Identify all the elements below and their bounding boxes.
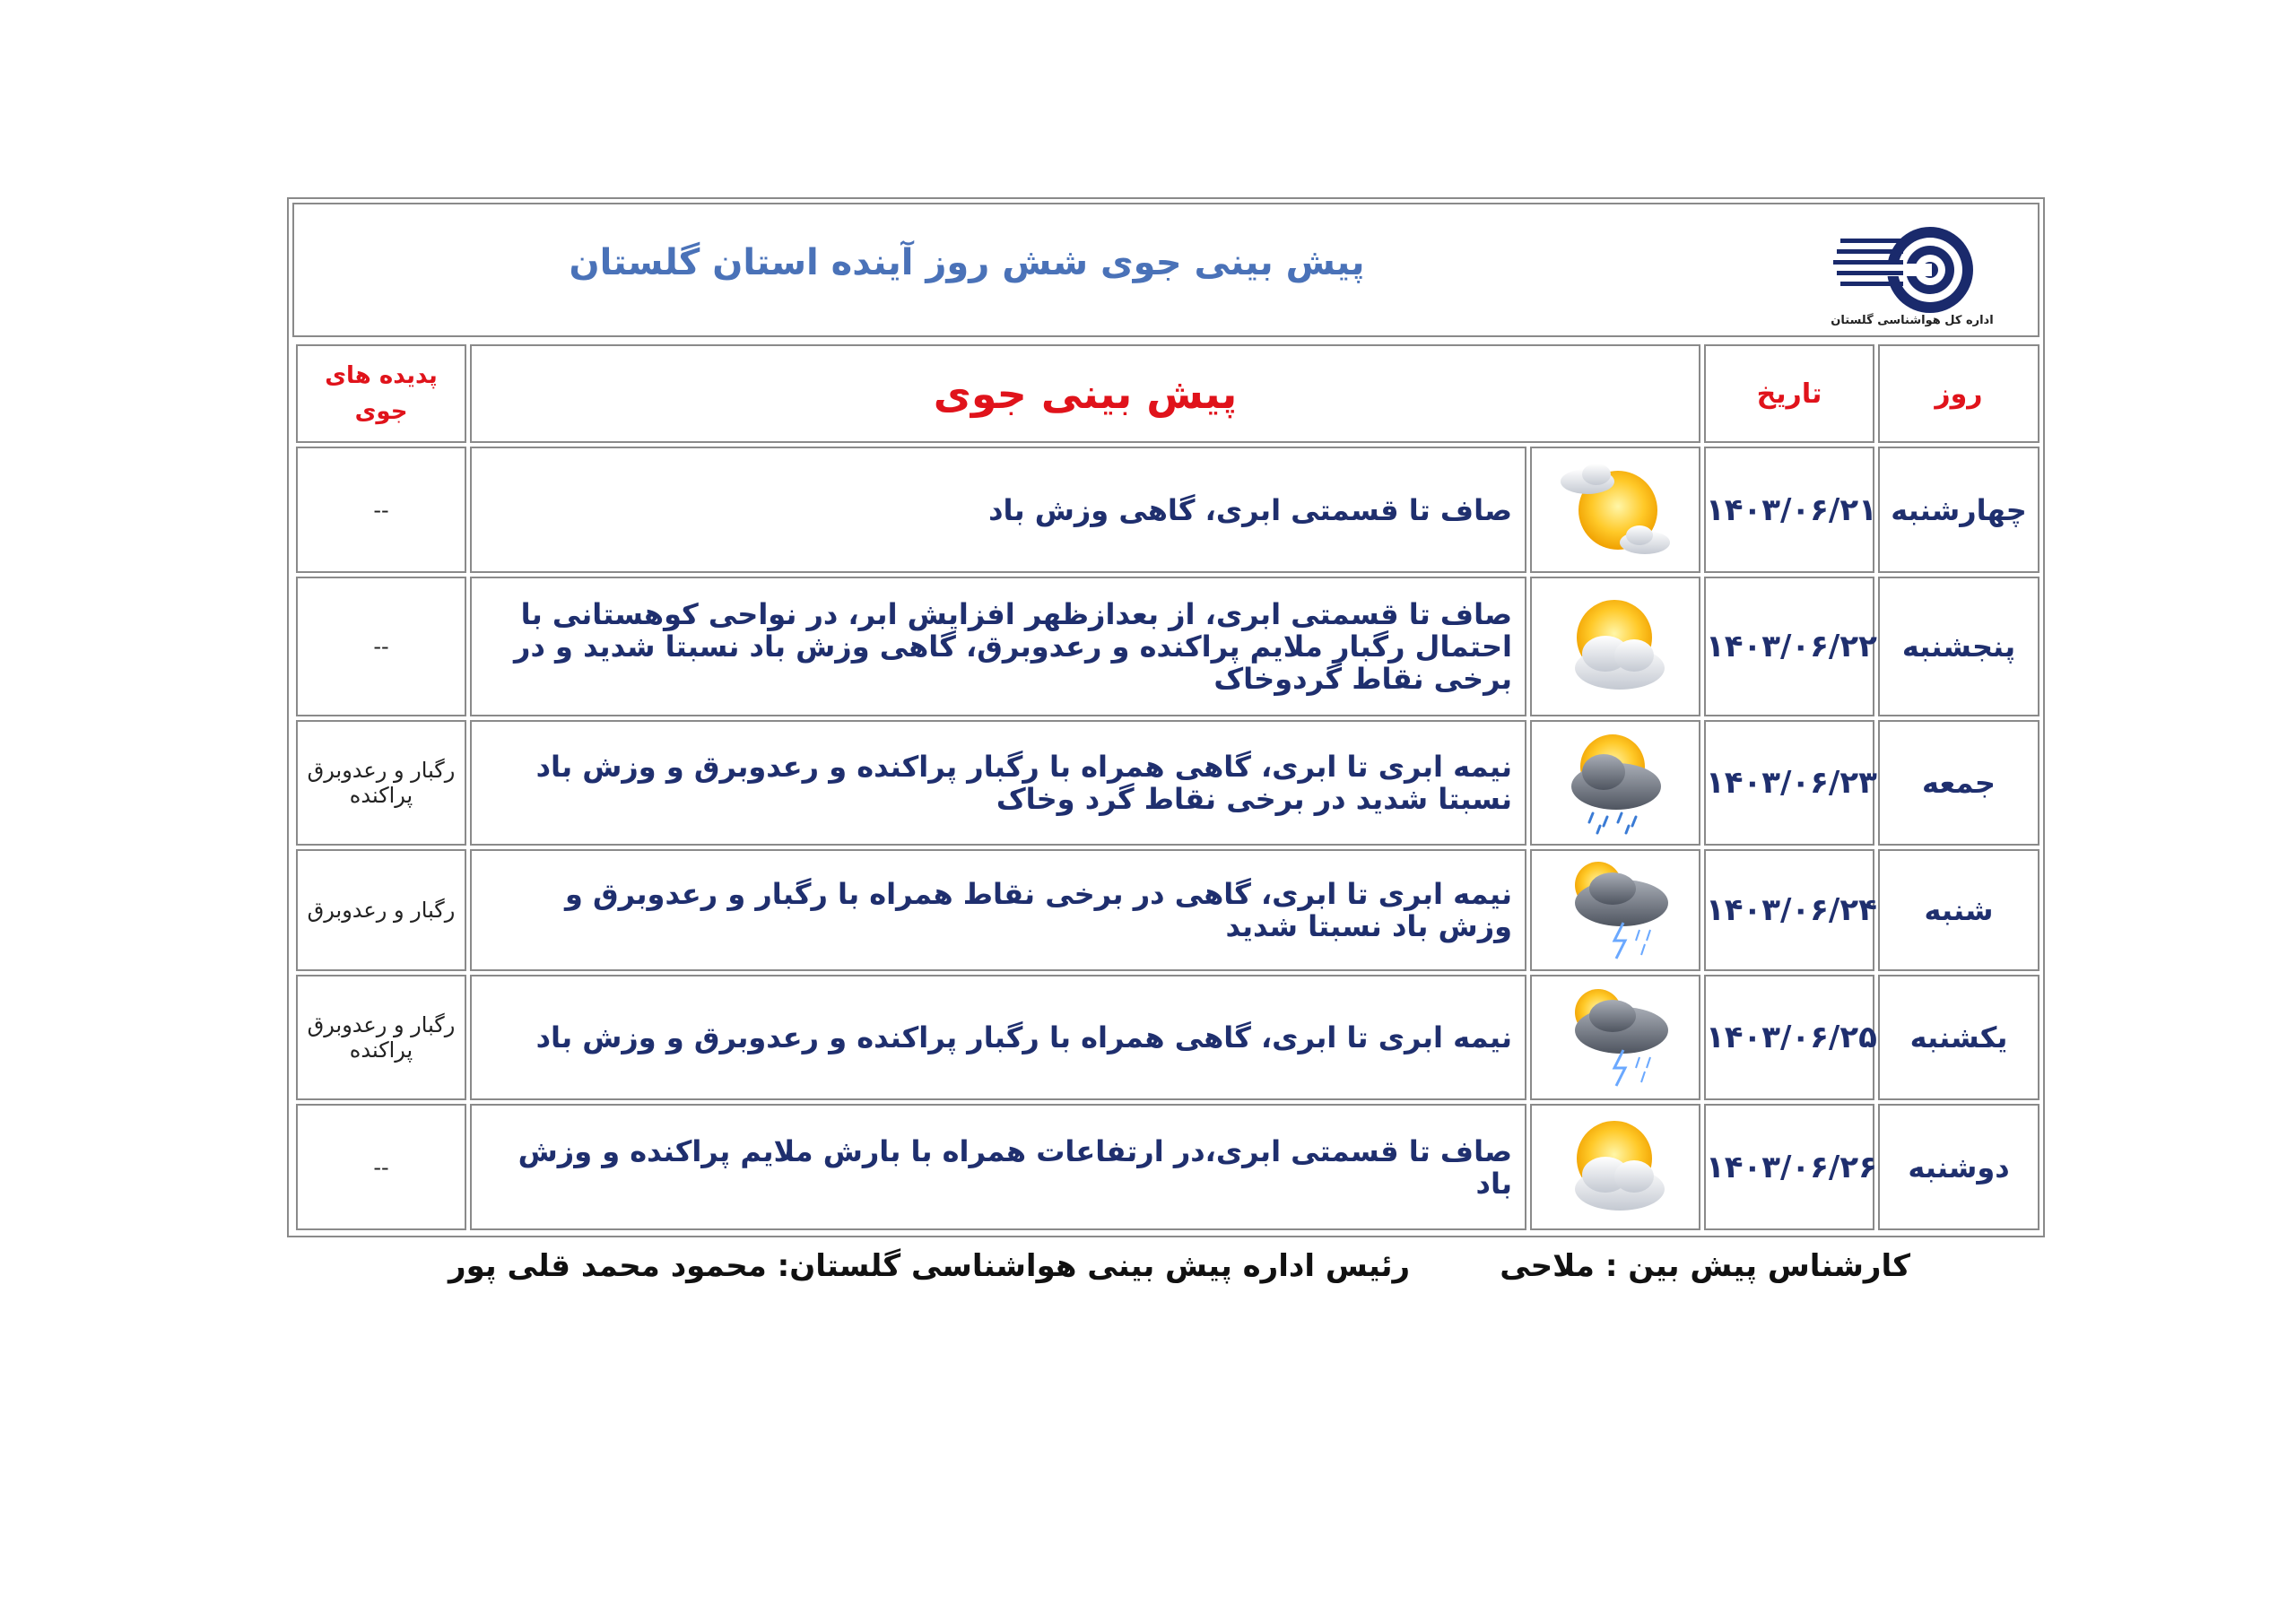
column-header-forecast: پیش بینی جوی [470,344,1700,443]
logo-caption: اداره کل هواشناسی گلستان [1831,314,1994,327]
table-header-row [296,344,2039,443]
day-cell: یکشنبه [1878,975,2039,1101]
day-cell: جمعه [1878,720,2039,846]
column-header-phenomena: پدیده های جوی [296,344,466,443]
day-cell: شنبه [1878,849,2039,971]
forecast-description: صاف تا قسمتی ابری، گاهی وزش باد [470,447,1526,573]
sun-behind-cloud-icon [1557,591,1674,702]
weather-icon-cell [1530,975,1700,1101]
day-cell: چهارشنبه [1878,447,2039,573]
table-row [296,975,2039,1101]
phenomena-cell: رگبار و رعدوبرق پراکنده [296,975,466,1101]
column-header-day: روز [1878,344,2039,443]
day-cell: دوشنبه [1878,1104,2039,1230]
date-cell: ۱۴۰۳/۰۶/۲۲ [1704,577,1874,716]
weather-icon-cell [1530,1104,1700,1230]
phenomena-cell: رگبار و رعدوبرق [296,849,466,971]
forecast-description: نیمه ابری تا ابری، گاهی در برخی نقاط همراه با رگبار و رعدوبرق و وزش باد نسبتا شدید [470,849,1526,971]
table-row [296,577,2039,716]
forecast-description: صاف تا قسمتی ابری، از بعدازظهر افزایش ابر، در نواحی کوهستانی با احتمال رگبار ملایم پراکنده و رعدوبرق، گاهی وزش باد نسبتا شدید و در برخی نقاط گردوخاک [470,577,1526,716]
forecast-sheet [287,197,2045,1237]
date-cell: ۱۴۰۳/۰۶/۲۵ [1704,975,1874,1101]
date-cell: ۱۴۰۳/۰۶/۲۱ [1704,447,1874,573]
table-row [296,720,2039,846]
office-head-signature: رئیس اداره پیش بینی هواشناسی گلستان: محمود محمد قلی پور [448,1248,1411,1284]
date-cell: ۱۴۰۳/۰۶/۲۳ [1704,720,1874,846]
column-header-date: تاریخ [1704,344,1874,443]
weather-icon-cell [1530,447,1700,573]
date-cell: ۱۴۰۳/۰۶/۲۴ [1704,849,1874,971]
cloud-rain-sun-icon [1557,727,1674,838]
header-row [292,203,2039,337]
weather-icon-cell [1530,577,1700,716]
day-cell: پنجشنبه [1878,577,2039,716]
phenomena-cell: رگبار و رعدوبرق پراکنده [296,720,466,846]
table-row [296,849,2039,971]
page-title: پیش بینی جوی شش روز آینده استان گلستان [569,242,1365,283]
weather-icon-cell [1530,720,1700,846]
date-cell: ۱۴۰۳/۰۶/۲۶ [1704,1104,1874,1230]
forecast-description: صاف تا قسمتی ابری،در ارتفاعات همراه با بارش ملایم پراکنده و وزش باد [470,1104,1526,1230]
sun-partly-cloudy-icon [1557,455,1674,566]
sun-behind-cloud-icon [1557,1112,1674,1223]
forecast-description: نیمه ابری تا ابری، گاهی همراه با رگبار پراکنده و رعدوبرق و وزش باد [470,975,1526,1101]
weather-icon-cell [1530,849,1700,971]
meteorological-organization-logo [1822,221,2002,328]
thunderstorm-sun-icon [1557,982,1674,1093]
phenomena-cell: -- [296,447,466,573]
forecast-table [292,341,2043,1234]
phenomena-cell: -- [296,1104,466,1230]
table-row [296,447,2039,573]
forecaster-signature: کارشناس پیش بین : ملاحی [1500,1248,1910,1284]
phenomena-cell: -- [296,577,466,716]
forecast-description: نیمه ابری تا ابری، گاهی همراه با رگبار پراکنده و رعدوبرق و وزش باد نسبتا شدید در برخی نقاط گرد وخاک [470,720,1526,846]
thunderstorm-sun-icon [1557,855,1674,966]
table-row [296,1104,2039,1230]
